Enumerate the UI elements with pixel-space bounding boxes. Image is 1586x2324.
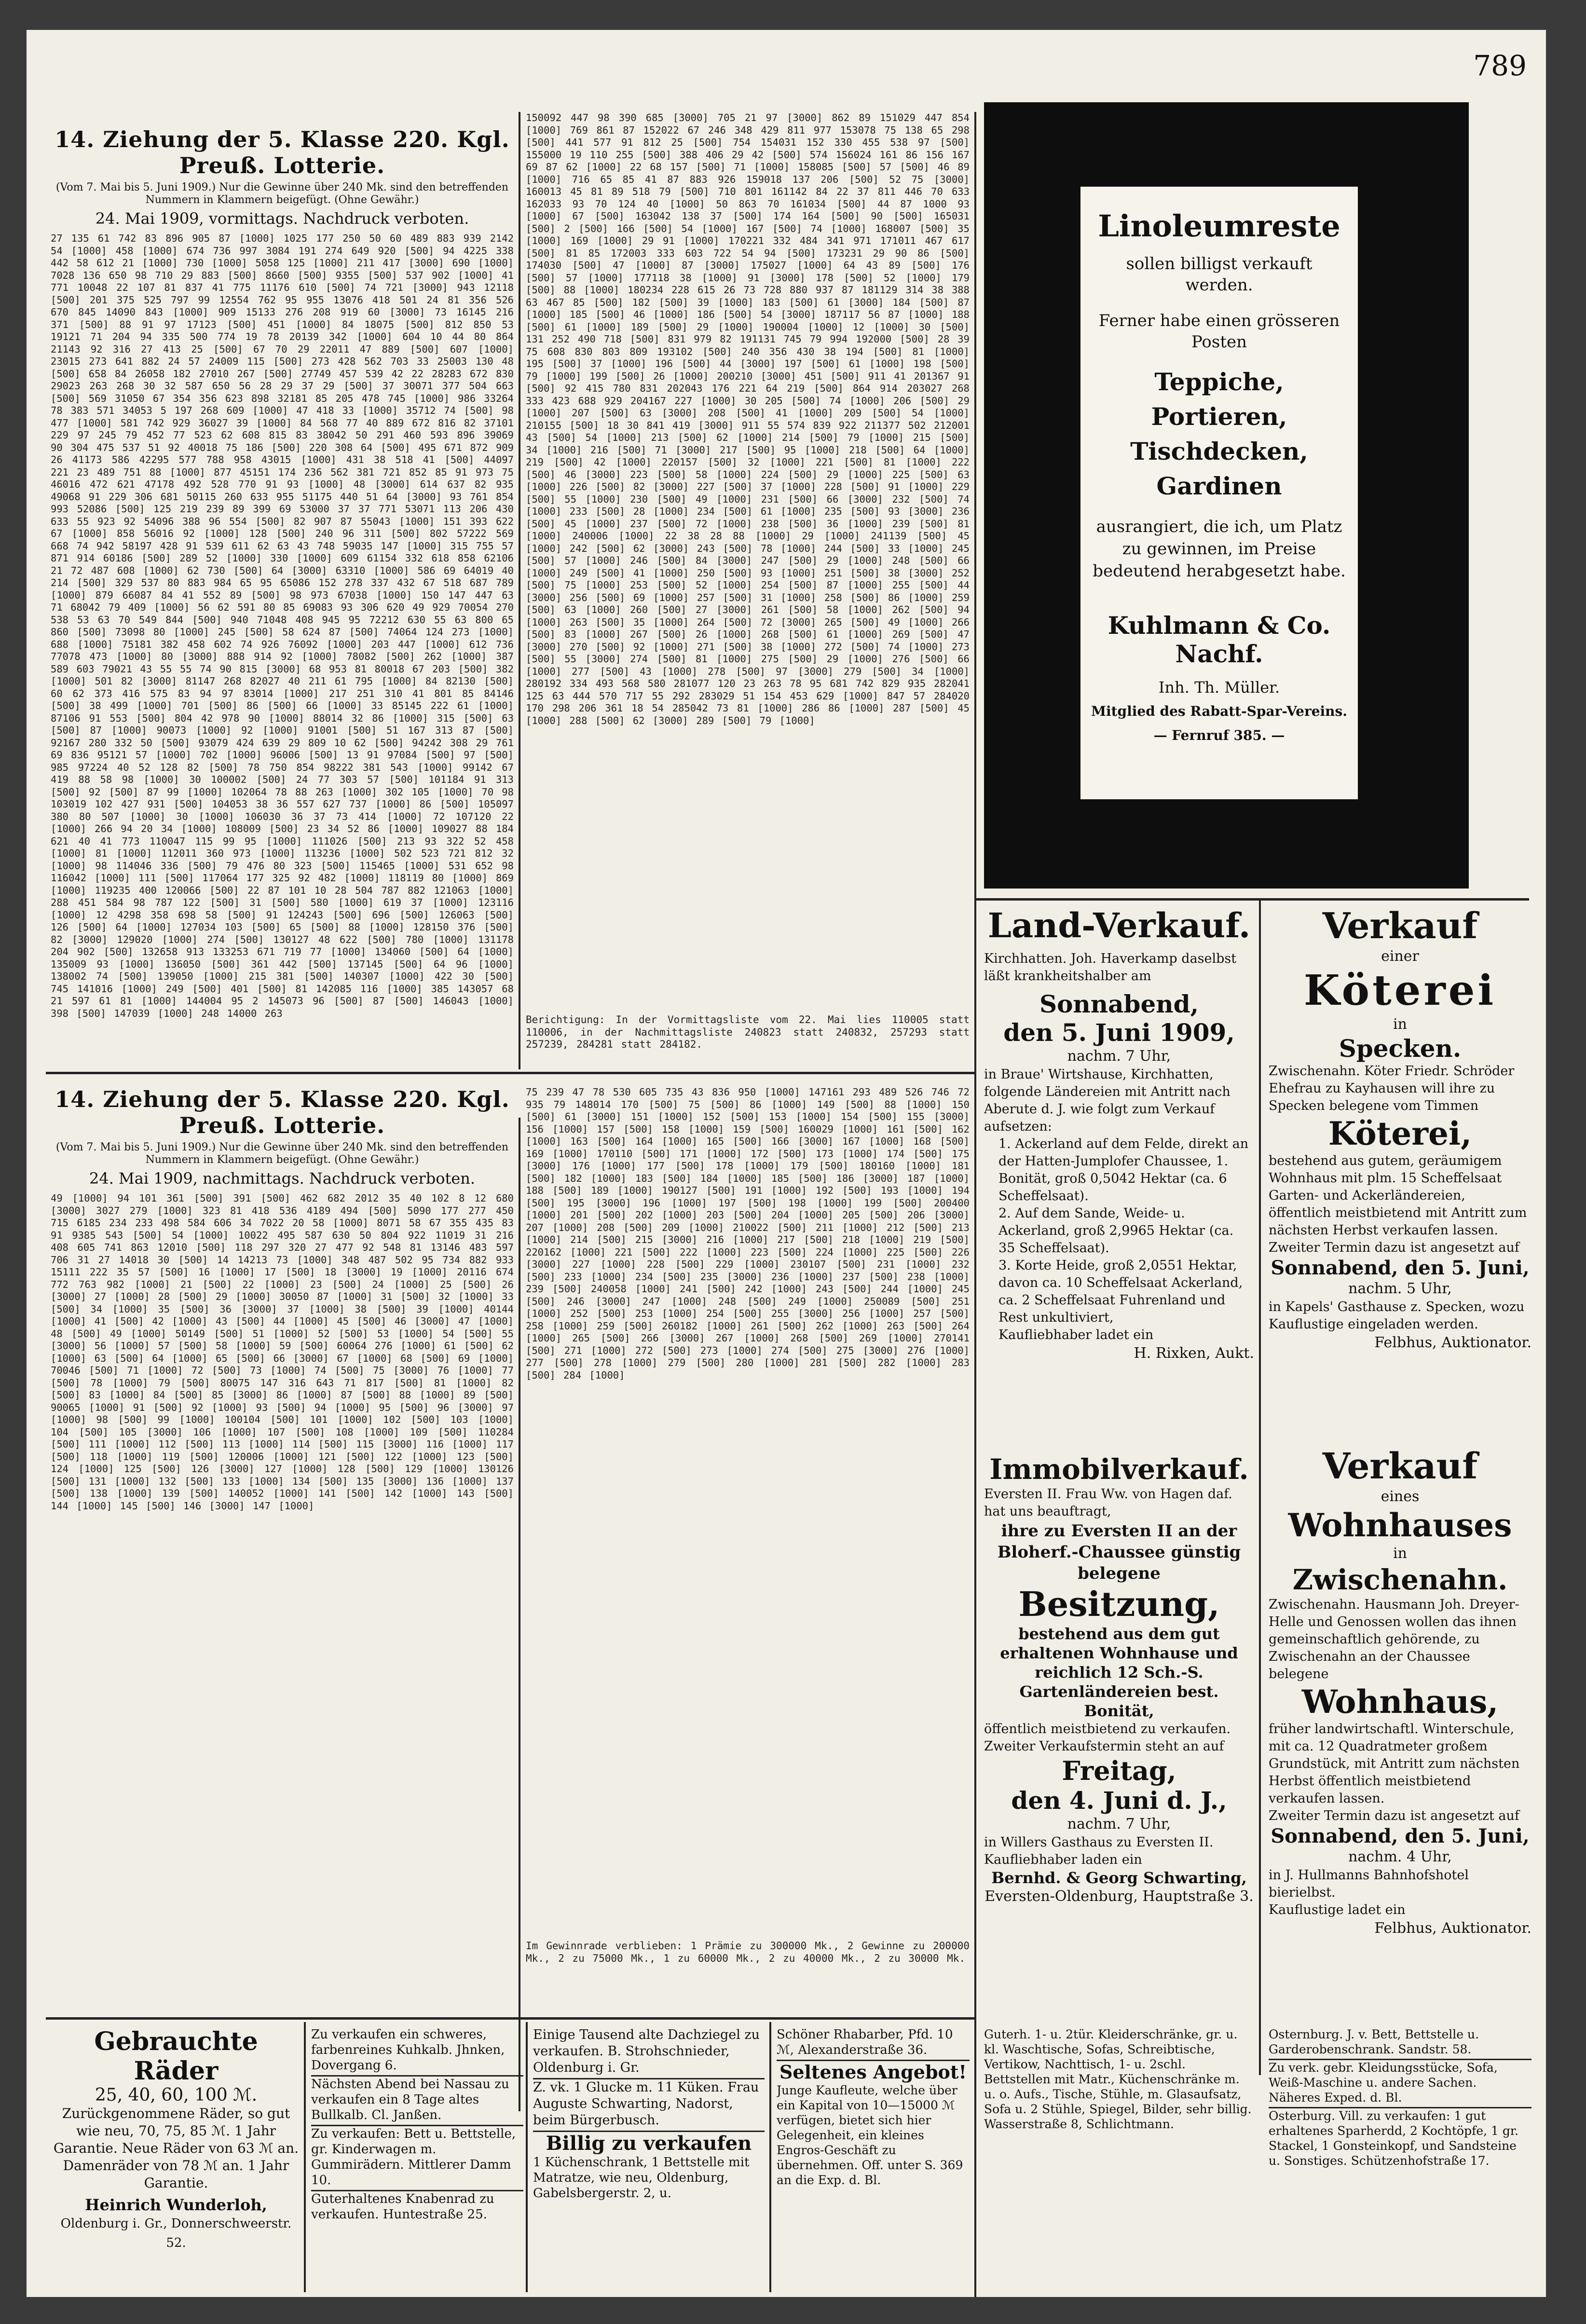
ad-item: 1. Ackerland auf dem Felde, direkt an der Hatten-Jumplofer Chaussee, 1. Bonität, groß 0,5042 Hektar (ca. 6 Scheffelsaat). [998,1136,1249,1203]
ad-title: Verkauf [1322,905,1478,947]
ad-phone: — Fernruf 385. — [1153,727,1285,743]
lottery-numbers: 27 135 61 742 83 896 905 87 [1000] 1025 177 250 50 60 489 883 939 2142 54 [1000] 458 [1000] 674 736 997 3084 191 274 649 920 [500] 94 4225 338 442 58 612 21 [1000] 730 [1000] 5058 125 [1000] 211 417 [3000] 690 [1000] 7028 136 650 98 710 29 883 [500] 8660 [500] 9355 [500] 537 902 [1000] 41 771 10048 22 107 81 837 41 775 11176 610 [500] 74 721 [3000] 943 12118 [500] 201 375 525 797 99 12554 762 95 955 13076 418 501 24 81 356 526 670 845 14090 843 [1000] 909 15133 276 208 919 60 [3000] 73 16145 216 371 [500] 88 91 97 17123 [500] 451 [1000] 84 18075 [500] 812 850 53 19121 71 204 94 335 500 774 19 78 20139 342 [1000] 604 10 44 80 864 21143 92 316 27 413 25 [500] 67 70 29 22011 47 889 [500] 607 [1000] 23015 273 641 882 24 57 24009 115 [500] 273 428 562 703 33 25003 130 48 [500] 658 84 26058 182 27010 267 [500] 27749 457 539 42 22 28283 672 830 29023 263 268 30 32 587 650 56 28 29 37 29 [500] 37 30071 377 504 663 [500] 569 31050 67 354 356 623 898 32181 85 205 478 745 [1000] 986 33264 78 383 571 34053 5 197 268 609 [1000] 47 418 33 [1000] 35712 74 [500] 98 477 [1000] 581 742 929 36027 39 [1000] 84 568 77 40 889 672 816 82 37101 229 97 245 79 452 77 523 62 608 815 83 38042 50 291 460 593 896 39069 90 304 475 537 51 92 40018 75 186 [500] 220 308 64 [500] 495 671 872 909 26 41173 586 42295 577 788 958 43015 [1000] 431 38 518 41 [500] 44097 221 23 489 751 88 [1000] 877 45151 174 236 562 381 721 852 85 91 973 75 46016 472 621 47178 492 528 770 91 93 [1000] 48 [3000] 614 637 82 935 49068 91 229 306 681 50115 260 633 955 51175 440 51 64 [3000] 93 761 854 993 52086 [500] 125 219 239 89 399 69 53000 37 37 771 53071 113 206 430 633 55 923 92 54096 388 96 554 [500] 82 907 87 55043 [1000] 151 393 622 67 [1000] 858 56016 92 [1000] 128 [500] 240 96 311 [500] 802 57222 569 668 74 942 58197 428 91 539 611 62 63 43 748 59035 147 [1000] 315 755 57 871 914 60186 [500] 289 52 [1000] 330 [1000] 609 61154 332 618 858 62106 21 72 487 608 [1000] 62 730 [500] 64 [3000] 63310 [1000] 586 69 64019 40 214 [500] 329 537 80 883 984 65 95 65086 152 278 337 432 67 518 687 789 [1000] 879 66087 84 41 552 89 [500] 98 973 67038 [1000] 150 147 447 63 71 68042 79 409 [1000] 56 62 591 80 85 69083 93 306 620 49 929 70054 270 538 53 63 70 549 844 [500] 940 71048 408 945 95 72212 630 55 63 800 65 860 [500] 73098 80 [1000] 245 [500] 58 624 87 [500] 74064 124 273 [1000] 688 [1000] 75181 382 458 602 74 926 76092 [1000] 203 447 [1000] 612 736 77078 473 [1000] 80 [3000] 888 914 92 [1000] 78082 [500] 262 [1000] 387 589 603 79021 43 55 55 74 90 815 [3000] 68 953 81 80018 67 203 [500] 382 [1000] 501 82 [3000] 81147 268 82027 40 211 61 795 [1000] 84 82130 [500] 60 62 373 416 575 83 94 97 83014 [1000] 217 251 310 41 801 85 84146 [500] 38 499 [1000] 701 [500] 86 [500] 66 [1000] 33 85145 222 61 [1000] 87106 91 553 [500] 804 42 978 90 [1000] 88014 32 86 [1000] 315 [500] 63 [500] 87 [1000] 90073 [1000] 92 [1000] 91001 [500] 51 167 313 87 [500] 92167 280 332 50 [500] 93079 424 639 29 809 10 62 [500] 94242 308 29 761 69 836 95121 57 [1000] 702 [1000] 96006 [500] 13 91 97084 [500] 97 [500] 985 97224 40 52 128 82 [500] 78 750 854 98222 381 543 [1000] 99142 67 419 88 58 98 [1000] 30 100002 [500] 24 77 303 57 [500] 101184 91 313 [500] 92 [500] 87 99 [1000] 102064 78 88 263 [1000] 302 105 [1000] 70 98 103019 102 427 931 [500] 104053 38 36 557 627 737 [1000] 86 [500] 105097 380 80 507 [1000] 30 [1000] 106030 36 37 73 414 [1000] 72 107120 22 [1000] 266 94 20 34 [1000] 108009 [500] 23 34 52 86 [1000] 109027 88 184 621 40 41 773 110047 115 99 95 [1000] 111026 [500] 213 93 322 52 458 [1000] 81 [1000] 112011 360 973 [1000] 113236 [1000] 502 523 721 812 32 [1000] 98 114046 336 [500] 79 476 80 323 [500] 115465 [1000] 531 652 98 116042 [1000] 111 [500] 117064 177 325 92 482 [1000] 118119 80 [1000] 869 [1000] 119235 400 120066 [500] 22 87 101 10 28 504 787 882 121063 [1000] 288 451 584 98 787 122 [500] 31 [500] 580 [1000] 619 37 [1000] 123116 [1000] 12 4298 358 698 58 [500] 91 124243 [500] 696 [500] 126063 [500] 126 [500] 64 [1000] 127034 103 [500] 65 [500] 88 [1000] 128150 376 [500] 82 [3000] 129020 [1000] 274 [500] 130127 48 622 [500] 780 [1000] 131178 204 902 [500] 132658 913 133253 671 719 77 [1000] 134060 [500] 64 [1000] 135009 93 [1000] 136050 [500] 361 442 [500] 137145 [500] 64 96 [1000] 138002 74 [500] 139050 [1000] 215 381 [500] 140307 [1000] 422 30 [500] 745 141016 [1000] 249 [500] 401 [500] 81 142085 116 [1000] 385 143057 68 21 597 61 81 [1000] 144004 95 2 145073 96 [500] 87 [500] 146043 [1000] 398 [500] 147039 [1000] 248 14000 263 [51,232,514,1019]
ad-big: Besitzung, [1018,1584,1220,1624]
ad-text: bestehend aus gutem, geräumigem Wohnhaus mit plm. 15 Scheffelsaat Garten- und Ackerländereien, öffentlich meistbietend mit Antritt zum nächsten Herbst verkaufen lassen. [1269,1153,1527,1238]
ad-time: nachm. 7 Uhr, [1067,1816,1171,1832]
lottery-note: Im Gewinnrade verblieben: 1 Prämie zu 300000 Mk., 2 Gewinne zu 200000 Mk., 2 zu 75000 Mk., 1 zu 60000 Mk., 2 zu 40000 Mk., 2 zu 30000 Mk. [526,1940,970,1964]
lottery-numbers: 49 [1000] 94 101 361 [500] 391 [500] 462 682 2012 35 40 102 8 12 680 [3000] 3027 279 [1000] 323 81 418 536 4189 494 [500] 5090 177 277 450 715 6185 234 233 498 584 606 34 7022 20 58 [1000] 8071 58 67 355 435 83 91 9385 543 [500] 54 [1000] 10022 495 587 630 50 804 922 11019 31 216 408 605 741 863 12010 [500] 118 297 320 27 477 92 548 81 13146 483 597 706 31 27 14018 30 [500] 14 14213 73 [1000] 348 487 502 95 734 882 933 15111 222 35 57 [500] 16 [1000] 17 [500] 18 [3000] 19 [1000] 20116 674 772 763 982 [1000] 21 [500] 22 [1000] 23 [500] 24 [1000] 25 [500] 26 [3000] 27 [1000] 28 [500] 29 [1000] 30050 87 [1000] 31 [500] 32 [1000] 33 [500] 34 [1000] 35 [500] 36 [3000] 37 [1000] 38 [500] 39 [1000] 40144 [1000] 41 [500] 42 [1000] 43 [500] 44 [1000] 45 [500] 46 [3000] 47 [1000] 48 [500] 49 [1000] 50149 [500] 51 [1000] 52 [500] 53 [1000] 54 [500] 55 [3000] 56 [1000] 57 [500] 58 [1000] 59 [500] 60064 276 [1000] 61 [500] 62 [1000] 63 [500] 64 [1000] 65 [500] 66 [3000] 67 [1000] 68 [500] 69 [1000] 70046 [500] 71 [1000] 72 [500] 73 [1000] 74 [500] 75 [3000] 76 [1000] 77 [500] 78 [1000] 79 [500] 80075 147 316 643 71 817 [500] 81 [1000] 82 [500] 83 [1000] 84 [500] 85 [3000] 86 [1000] 87 [500] 88 [1000] 89 [500] 90065 [1000] 91 [500] 92 [1000] 93 [500] 94 [1000] 95 [500] 96 [3000] 97 [1000] 98 [500] 99 [1000] 100104 [500] 101 [1000] 102 [500] 103 [1000] 104 [500] 105 [3000] 106 [1000] 107 [500] 108 [1000] 109 [500] 110284 [500] 111 [1000] 112 [500] 113 [1000] 114 [500] 115 [3000] 116 [1000] 117 [500] 118 [1000] 119 [500] 120006 [1000] 121 [500] 122 [1000] 123 [500] 124 [1000] 125 [500] 126 [3000] 127 [1000] 128 [500] 129 [1000] 130126 [500] 131 [1000] 132 [500] 133 [1000] 134 [500] 135 [3000] 136 [1000] 137 [500] 138 [1000] 139 [500] 140052 [1000] 141 [500] 142 [1000] 143 [500] 144 [1000] 145 [500] 146 [3000] 147 [1000] [51,1192,514,1512]
lottery-numbers: 75 239 47 78 530 605 735 43 836 950 [1000] 147161 293 489 526 746 72 935 79 148014 170 [500] 75 [500] 86 [1000] 149 [500] 88 [1000] 150 [500] 61 [3000] 151 [1000] 152 [500] 153 [1000] 154 [500] 155 [3000] 156 [1000] 157 [500] 158 [1000] 159 [500] 160029 [1000] 161 [500] 162 [1000] 163 [500] 164 [1000] 165 [500] 166 [3000] 167 [1000] 168 [500] 169 [1000] 170110 [500] 171 [1000] 172 [500] 173 [1000] 174 [500] 175 [3000] 176 [1000] 177 [500] 178 [1000] 179 [500] 180160 [1000] 181 [500] 182 [1000] 183 [500] 184 [1000] 185 [500] 186 [3000] 187 [1000] 188 [500] 189 [1000] 190127 [500] 191 [1000] 192 [500] 193 [1000] 194 [500] 195 [3000] 196 [1000] 197 [500] 198 [1000] 199 [500] 200400 [1000] 201 [500] 202 [1000] 203 [500] 204 [1000] 205 [500] 206 [3000] 207 [1000] 208 [500] 209 [1000] 210022 [500] 211 [1000] 212 [500] 213 [1000] 214 [500] 215 [3000] 216 [1000] 217 [500] 218 [1000] 219 [500] 220162 [1000] 221 [500] 222 [1000] 223 [500] 224 [1000] 225 [500] 226 [3000] 227 [1000] 228 [500] 229 [1000] 230107 [500] 231 [1000] 232 [500] 233 [1000] 234 [500] 235 [3000] 236 [1000] 237 [500] 238 [1000] 239 [500] 240058 [1000] 241 [500] 242 [1000] 243 [500] 244 [1000] 245 [500] 246 [3000] 247 [1000] 248 [500] 249 [1000] 250089 [500] 251 [1000] 252 [500] 253 [1000] 254 [500] 255 [3000] 256 [1000] 257 [500] 258 [1000] 259 [500] 260182 [1000] 261 [500] 262 [1000] 263 [500] 264 [1000] 265 [500] 266 [3000] 267 [1000] 268 [500] 269 [1000] 270141 [500] 271 [1000] 272 [500] 273 [1000] 274 [500] 275 [3000] 276 [1000] 277 [500] 278 [1000] 279 [500] 280 [1000] 281 [500] 282 [1000] 283 [500] 284 [1000] [526,1086,970,1381]
ad-big: Wohnhaus, [1301,1683,1499,1721]
ad-text: Einige Tausend alte Dachziegel zu verkaufen. B. Strohschnieder, Oldenburg i. Gr. [533,2027,765,2079]
ad-text: Guterhaltenes Knabenrad zu verkaufen. Huntestraße 25. [311,2192,494,2222]
ad-agent: Bernhd. & Georg Schwarting, [991,1869,1247,1887]
ad-landverkauf [984,905,1254,1446]
column-rule [526,2022,528,2292]
ad-text: in [1393,1016,1407,1033]
lottery-subtitle: (Vom 7. Mai bis 5. Juni 1909.) Nur die Gewinne über 240 Mk. sind den betreffenden Nummern in Klammern beigefügt. (Ohne Gewähr.) [55,1141,509,1166]
ad-text: öffentlich meistbietend zu verkaufen. [984,1722,1231,1736]
ad-text: in Braue' Wirtshause, Kirchhatten, folgende Ländereien mit Antritt nach Aberute d. J. wie folgt zum Verkauf aufsetzen: [984,1067,1231,1134]
ad-date: Sonnabend, den 5. Juni, [1271,1257,1530,1279]
column-rule [769,2022,771,2292]
ad-member: Mitglied des Rabatt-Spar-Vereins. [1091,703,1348,719]
ad-text: Junge Kaufleute, welche über ein Kapital von 10—15000 ℳ verfügen, bietet sich hier Gelegenheit, ein kleines Engros-Geschäft zu übernehmen. Off. unter S. 369 an die Exp. d. Bl. [777,2083,963,2187]
lottery-title: 14. Ziehung der 5. Klasse 220. Kgl. Preuß. Lotterie. [55,1086,510,1138]
lottery-list-afternoon-cont [526,1086,970,2012]
ad-small-column-5 [1269,2027,1531,2287]
ad-time: nachm. 4 Uhr, [1348,1848,1452,1865]
ad-firm: Heinrich Wunderloh, [85,2196,267,2214]
ad-text: Kaufliebhaber laden ein [984,1852,1142,1867]
section-rule [974,898,1529,901]
lottery-subtitle: (Vom 7. Mai bis 5. Juni 1909.) Nur die Gewinne über 240 Mk. sind den betreffenden Nummern in Klammern beigefügt. (Ohne Gewähr.) [55,181,509,206]
newspaper-page [27,30,1546,2297]
ad-title: Immobilverkauf. [989,1453,1249,1486]
ad-date: den 5. Juni 1909, [1003,1018,1235,1047]
ad-date: Sonnabend, [1039,990,1199,1018]
ad-prices: 25, 40, 60, 100 ℳ. [95,2085,258,2105]
ad-text: Osterburg. Vill. zu verkaufen: 1 gut erhaltenes Sparherdd, 2 Kochtöpfe, 1 gr. Stackel, 1 Gonsteinkopf, und Sandsteine u. Sonstiges. Schützenhofstraße 17. [1269,2109,1519,2168]
ad-text: früher landwirtschaftl. Winterschule, mit ca. 12 Quadratmeter großem Grundstück, mit Antritt zum nächsten Herbst öffentlich meistbietend verkaufen lassen. [1269,1722,1520,1806]
ad-date: Freitag, [1062,1755,1176,1786]
ad-small-column-1 [311,2027,523,2287]
page-number: 789 [1473,49,1527,82]
ad-text: in [1393,1545,1407,1562]
ad-text: Nächsten Abend bei Nassau zu verkaufen ein 8 Tage altes Bullkalb. Cl. Janßen. [311,2077,523,2126]
ad-text: in Willers Gasthaus zu Eversten II. [984,1835,1214,1850]
column-rule [519,1118,520,2111]
ad-address: Oldenburg i. Gr., Donnerschweerstr. 52. [60,2216,292,2250]
ad-linoleum-panel [1080,187,1358,799]
lottery-title: 14. Ziehung der 5. Klasse 220. Kgl. Preuß. Lotterie. [55,126,510,178]
ad-text: ihre zu Eversten II an der Bloherf.-Chaussee günstig belegene [997,1521,1241,1583]
ad-agent: H. Rixken, Aukt. [1134,1345,1254,1362]
ad-text: in Kapels' Gasthause z. Specken, wozu Kauflustige eingeladen werden. [1269,1299,1525,1332]
ad-text: Z. vk. 1 Glucke m. 11 Küken. Frau Auguste Schwarting, Nadorst, beim Bürgerbusch. [533,2079,765,2132]
ad-items: Teppiche, Portieren, Tischdecken, Gardinen [1130,368,1308,500]
column-rule [519,112,520,1069]
ad-small-column-2 [533,2027,765,2287]
ad-agent: Felbhus, Auktionator. [1374,1334,1531,1351]
column-rule [974,112,976,2297]
ad-small-column-3 [777,2027,970,2287]
ad-text: 1 Küchenschrank, 1 Bettstelle mit Matratze, wie neu, Oldenburg, Gabelsbergerstr. 2, u. [533,2155,750,2201]
ad-title: Verkauf [1322,1446,1478,1487]
ad-text: Zwischenahn. Hausmann Joh. Dreyer-Helle und Genossen wollen das ihnen gemeinschaftlich gehörende, zu Zwischenahn an der Chaussee belegene [1269,1597,1519,1681]
ad-text: Zurückgenommene Räder, so gut wie neu, 70, 75, 85 ℳ. 1 Jahr Garantie. Neue Räder von 63 ℳ an. Damenräder von 78 ℳ an. 1 Jahr Garantie. [53,2105,299,2191]
column-rule [1259,898,1261,2075]
ad-text: Ferner habe einen grösseren Posten [1098,311,1340,352]
ad-text: Schöner Rhabarber, Pfd. 10 ℳ, Alexanderstraße 36. [777,2027,970,2061]
ad-text: Zu verk. gebr. Kleidungsstücke, Sofa, Weiß-Maschine u. andere Sachen. Näheres Exped. d. Bl. [1269,2060,1531,2108]
lottery-list-afternoon [51,1086,514,2012]
ad-text: einer [1381,948,1419,965]
ad-time: nachm. 5 Uhr, [1348,1280,1452,1297]
ad-big: Köterei, [1328,1115,1472,1152]
ad-title: Linoleumreste [1098,208,1340,244]
ad-title: Gebrauchte Räder [94,2027,258,2086]
column-rule [304,2022,306,2292]
lottery-date: 24. Mai 1909, vormittags. Nachdruck verboten. [95,209,469,228]
ad-firm: Kuhlmann & Co. Nachf. [1107,611,1331,668]
ad-text: bestehend aus dem gut erhaltenen Wohnhause und reichlich 12 Sch.-S. Gartenländereien best. Bonität, [1000,1625,1238,1720]
ad-text: Zweiter Verkaufstermin steht an auf [984,1739,1224,1754]
ad-title: Land-Verkauf. [987,905,1251,945]
ad-text: Eversten II. Frau Ww. von Hagen daf. hat uns beauftragt, [984,1487,1232,1519]
ad-text: Osternburg. J. v. Bett, Bettstelle u. Garderobenschrank. Sandstr. 58. [1269,2027,1531,2060]
lottery-date: 24. Mai 1909, nachmittags. Nachdruck verboten. [89,1169,476,1188]
ad-raeder [51,2027,301,2287]
ad-date: Sonnabend, den 5. Juni, [1271,1825,1530,1847]
ad-text: ausrangiert, die ich, um Platz zu gewinnen, im Preise bedeutend herabgesetzt habe. [1093,517,1346,581]
ad-date: den 4. Juni d. J., [1011,1786,1227,1815]
ad-immobil [984,1453,1254,2012]
ad-text: Kaufliebhaber ladet ein [998,1327,1154,1342]
ad-place: Specken. [1339,1034,1462,1063]
ad-item: 3. Korte Heide, groß 2,0551 Hektar, davon ca. 10 Scheffelsaat Ackerland, ca. 2 Scheffelsaat Fuhrenland und Rest unkultiviert, [998,1258,1243,1325]
section-rule [46,2017,974,2020]
ad-text: Zwischenahn. Köter Friedr. Schröder Ehefrau zu Kayhausen will ihre zu Specken belegene vom Timmen [1269,1064,1515,1113]
ad-owner: Inh. Th. Müller. [1158,678,1280,697]
ad-title: Seltenes Angebot! [779,2061,967,2083]
ad-time: nachm. 7 Uhr, [1067,1048,1171,1065]
ad-text: in J. Hullmanns Bahnhofshotel bierielbst. [1269,1868,1469,1900]
ad-text: Kirchhatten. Joh. Haverkamp daselbst läßt krankheitshalber am [984,951,1237,984]
ad-item: 2. Auf dem Sande, Weide- u. Ackerland, groß 2,9965 Hektar (ca. 35 Scheffelsaat). [998,1206,1234,1256]
ad-text: Kauflustige ladet ein [1269,1902,1406,1917]
ad-koterei [1269,905,1531,1436]
ad-small-column-4 [984,2027,1254,2287]
lottery-list-morning [51,126,514,1072]
section-rule [46,1072,974,1074]
lottery-correction: Berichtigung: In der Vormittagsliste vom 22. Mai lies 110005 statt 110006, in der Nachmittagsliste 240823 statt 240832, 257293 statt 257239, 284281 statt 284182. [526,1014,970,1050]
ad-address: Eversten-Oldenburg, Hauptstraße 3. [984,1888,1254,1905]
ad-text: sollen billigst verkauft werden. [1126,254,1313,295]
ad-text: Guterh. 1- u. 2tür. Kleiderschränke, gr. u. kl. Waschtische, Sofas, Schreibtische, Vertikow, Nachttisch, 1- u. 2schl. Bettstellen mit Matr., Küchenschränke m. u. o. Aufs., Tische, Stühle, m. Glasaufsatz, Sofa u. 2 Stühle, Spiegel, Bilder, sehr billig. Wasserstraße 8, Schlichtmann. [984,2027,1252,2131]
ad-place: Zwischenahn. [1292,1563,1508,1596]
ad-text: Zweiter Termin dazu ist angesetzt auf [1269,1240,1519,1255]
ad-title: Billig zu verkaufen [546,2132,752,2155]
ad-text: Zu verkaufen: Bett u. Bettstelle, gr. Kinderwagen m. Gummirädern. Mittlerer Damm 10. [311,2126,523,2191]
ad-text: Zweiter Termin dazu ist angesetzt auf [1269,1808,1519,1823]
ad-agent: Felbhus, Auktionator. [1374,1920,1531,1937]
ad-big: Wohnhauses [1288,1506,1512,1544]
ad-big: Köterei [1303,966,1497,1015]
ad-text: eines [1381,1488,1420,1505]
lottery-numbers: 150092 447 98 390 685 [3000] 705 21 97 [3000] 862 89 151029 447 854 [1000] 769 861 87 152022 67 246 348 429 811 977 153078 75 138 65 298 [500] 441 577 91 812 25 [500] 754 154031 152 330 455 538 97 [500] 155000 19 110 255 [500] 388 406 29 42 [500] 574 156024 161 86 156 167 69 87 62 [1000] 22 68 157 [500] 71 [1000] 158085 [500] 57 [500] 46 89 [1000] 716 65 85 41 87 883 926 159018 137 206 [500] 52 75 [3000] 160013 45 81 89 518 79 [500] 710 801 161142 84 22 37 811 446 70 633 162033 93 70 124 40 [1000] 50 863 70 161034 [500] 44 87 1000 93 [1000] 67 [500] 163042 138 37 [500] 174 164 [500] 90 [500] 165031 [500] 2 [500] 166 [500] 54 [1000] 167 [500] 74 [1000] 168007 [500] 35 [1000] 169 [1000] 29 91 [1000] 170221 332 484 341 971 171011 467 617 [500] 81 85 172003 333 603 722 54 94 [500] 173231 29 90 86 [500] 174030 [500] 47 [1000] 87 [3000] 175027 [1000] 64 43 89 [500] 176 [500] 57 [1000] 177118 38 [1000] 91 [3000] 178 [500] 52 [1000] 179 [500] 88 [1000] 180234 228 615 26 73 728 880 937 87 181129 314 38 388 63 467 85 [500] 182 [500] 39 [1000] 183 [500] 61 [3000] 184 [500] 87 [1000] 185 [500] 46 [1000] 186 [500] 54 [3000] 187117 56 87 [1000] 188 [500] 61 [1000] 189 [500] 29 [1000] 190004 [1000] 12 [1000] 30 [500] 131 252 490 718 [500] 831 979 82 191131 745 79 994 192000 [500] 28 39 75 608 830 803 809 193102 [500] 240 356 430 38 194 [500] 81 [1000] 195 [500] 37 [1000] 196 [500] 44 [3000] 197 [500] 61 [1000] 198 [500] 79 [1000] 199 [500] 26 [1000] 200210 [3000] 451 [500] 911 41 201367 91 [500] 92 415 780 831 202043 176 221 64 219 [500] 864 914 203027 268 333 423 688 929 204167 227 [1000] 30 205 [500] 74 [1000] 206 [500] 29 [1000] 207 [500] 63 [3000] 208 [500] 41 [1000] 209 [500] 54 [1000] 210155 [500] 18 30 841 419 [3000] 911 55 574 839 922 211377 502 212001 43 [500] 54 [1000] 213 [500] 62 [1000] 214 [500] 79 [1000] 215 [500] 34 [1000] 216 [500] 71 [3000] 217 [500] 95 [1000] 218 [500] 64 [1000] 219 [500] 42 [1000] 220157 [500] 32 [1000] 221 [500] 81 [1000] 222 [500] 46 [3000] 223 [500] 58 [1000] 224 [500] 29 [1000] 225 [500] 63 [1000] 226 [500] 82 [3000] 227 [500] 37 [1000] 228 [500] 91 [1000] 229 [500] 55 [1000] 230 [500] 49 [1000] 231 [500] 66 [3000] 232 [500] 74 [1000] 233 [500] 28 [1000] 234 [500] 61 [1000] 235 [500] 93 [3000] 236 [500] 45 [1000] 237 [500] 72 [1000] 238 [500] 36 [1000] 239 [500] 81 [1000] 240006 [1000] 22 38 28 88 [1000] 29 [1000] 241139 [500] 45 [1000] 242 [500] 62 [3000] 243 [500] 78 [1000] 244 [500] 33 [1000] 245 [500] 57 [1000] 246 [500] 84 [3000] 247 [500] 29 [1000] 248 [500] 66 [1000] 249 [500] 41 [1000] 250 [500] 93 [1000] 251 [500] 38 [3000] 252 [500] 75 [1000] 253 [500] 52 [1000] 254 [500] 87 [1000] 255 [500] 44 [3000] 256 [500] 69 [1000] 257 [500] 31 [1000] 258 [500] 86 [1000] 259 [500] 63 [1000] 260 [500] 27 [3000] 261 [500] 58 [1000] 262 [500] 94 [1000] 263 [500] 35 [1000] 264 [500] 72 [3000] 265 [500] 49 [1000] 266 [500] 83 [1000] 267 [500] 26 [1000] 268 [500] 61 [1000] 269 [500] 47 [3000] 270 [500] 92 [1000] 271 [500] 38 [1000] 272 [500] 74 [1000] 273 [500] 55 [3000] 274 [500] 81 [1000] 275 [500] 29 [1000] 276 [500] 66 [1000] 277 [500] 43 [1000] 278 [500] 97 [3000] 279 [500] 34 [1000] 280192 334 493 568 580 281077 120 23 263 78 95 681 742 829 935 282041 125 63 444 570 717 55 292 283029 51 154 453 629 [1000] 847 57 284020 170 298 206 361 18 54 285042 73 81 [1000] 286 86 [1000] 287 [500] 45 [1000] 288 [500] 62 [3000] 289 [500] 79 [1000] [526,112,970,726]
ad-wohnhaus [1269,1446,1531,2012]
ad-linoleum [984,102,1469,889]
lottery-list-morning-cont [526,112,970,1072]
ad-text: Zu verkaufen ein schweres, farbenreines Kuhkalb. Jhnken, Dovergang 6. [311,2027,523,2077]
